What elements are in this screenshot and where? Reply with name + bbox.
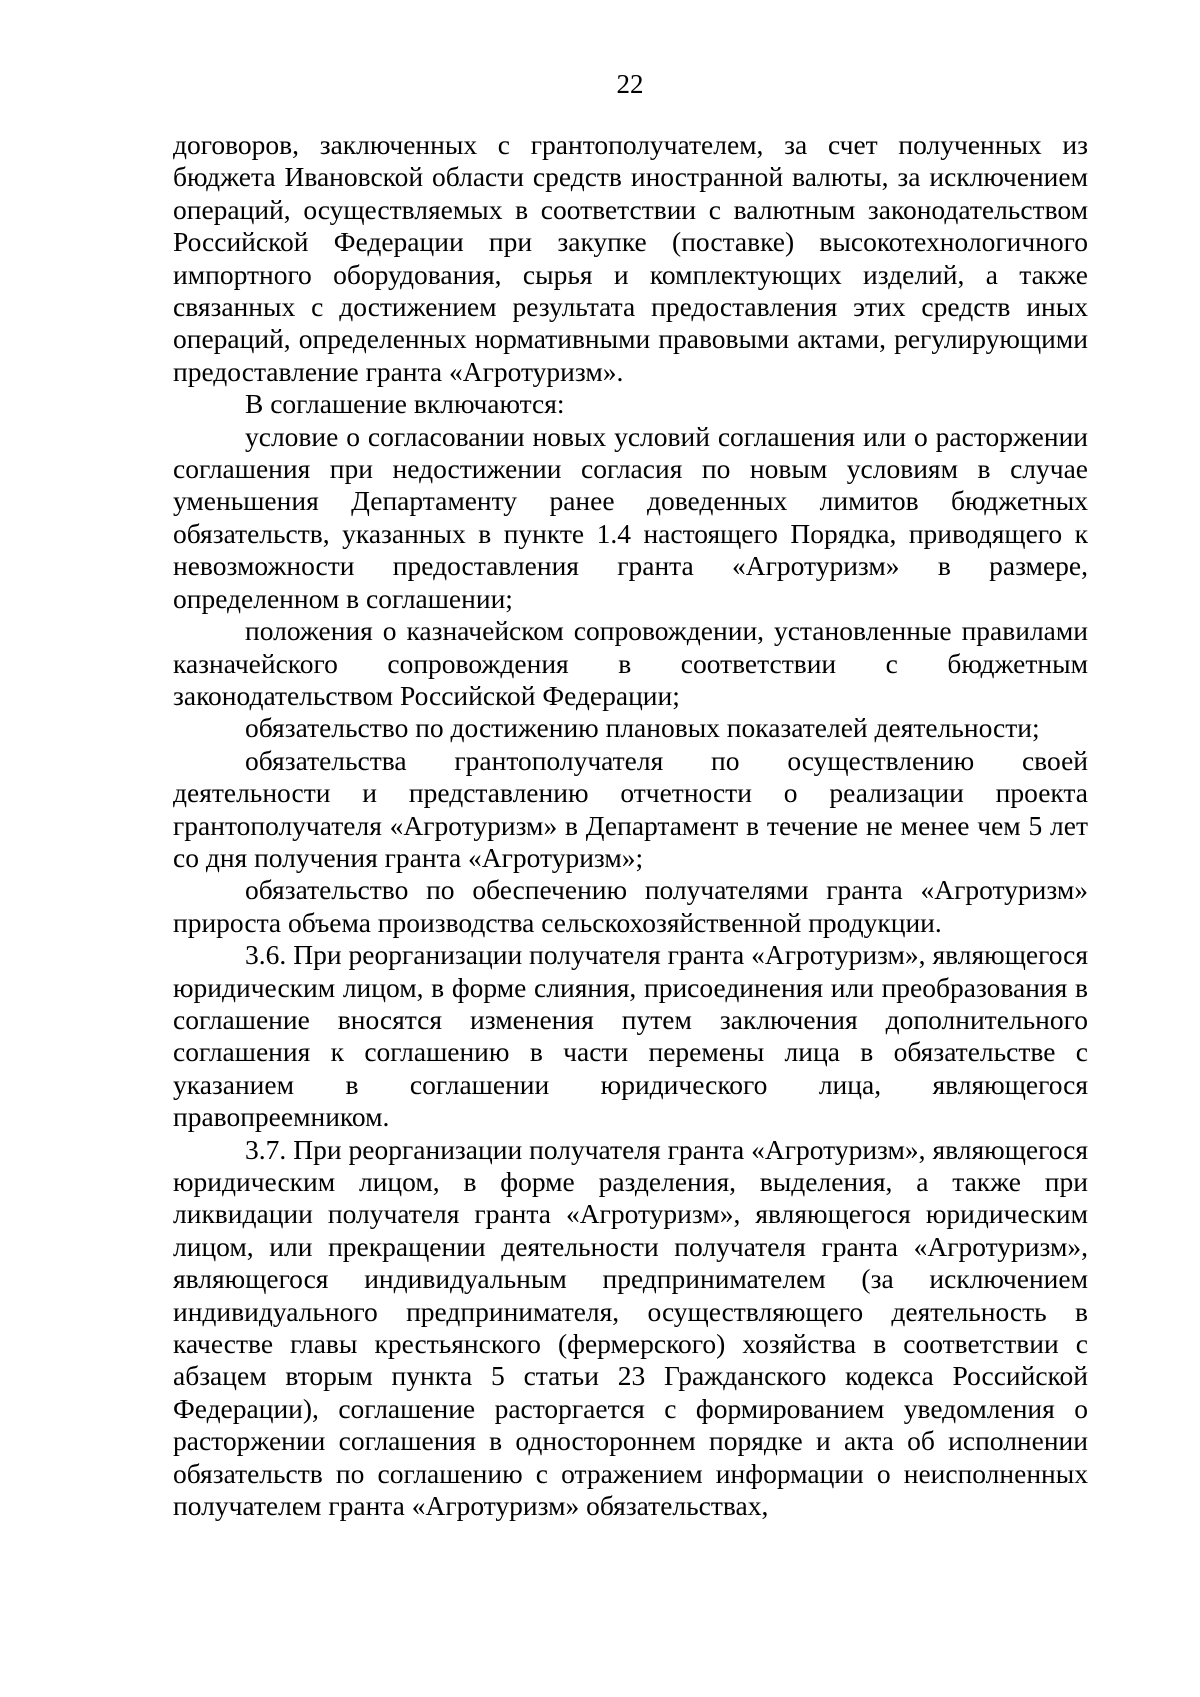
paragraph-planned-indicators: обязательство по достижению плановых показателей деятельности; xyxy=(245,712,1040,744)
document-body xyxy=(173,129,1088,1522)
paragraph-agreement-includes: В соглашение включаются: xyxy=(245,388,565,420)
paragraph-section-3-6: 3.6. При реорганизации получателя гранта «Агротуризм», являющегося юридическим лицом, в форме слияния, присоединения или преобразования в соглашение вносятся изменения путем заключения дополнительного соглашения к соглашению в части перемены лица в обязательстве с указанием в соглашении юридического лица, являющегося правопреемником. xyxy=(173,939,1088,1133)
paragraph-section-3-7: 3.7. При реорганизации получателя гранта «Агротуризм», являющегося юридическим лицом, в форме разделения, выделения, а также при ликвидации получателя гранта «Агротуризм», являющегося юридическим лицом, или прекращении деятельности получателя гранта «Агротуризм», являющегося индивидуальным предпринимателем (за исключением индивидуального предпринимателя, осуществляющего деятельность в качестве главы крестьянского (фермерского) хозяйства в соответствии с абзацем вторым пункта 5 статьи 23 Гражданского кодекса Российской Федерации), соглашение расторгается с формированием уведомления о расторжении соглашения в одностороннем порядке и акта об исполнении обязательств по соглашению с отражением информации о неисполненных получателем гранта «Агротуризм» обязательствах, xyxy=(173,1133,1088,1522)
paragraph-treasury-support: положения о казначейском сопровождении, установленные правилами казначейского сопровождения в соответствии с бюджетным законодательством Российской Федерации; xyxy=(173,615,1088,711)
paragraph-intro-continuation: договоров, заключенных с грантополучателем, за счет полученных из бюджета Ивановской области средств иностранной валюты, за исключением операций, осуществляемых в соответствии с валютным законодательством Российской Федерации при закупке (поставке) высокотехнологичного импортного оборудования, сырья и комплектующих изделий, а также связанных с достижением результата предоставления этих средств иных операций, определенных нормативными правовыми актами, регулирующими предоставление гранта «Агротуризм». xyxy=(173,129,1088,387)
paragraph-production-growth: обязательство по обеспечению получателями гранта «Агротуризм» прироста объема производства сельскохозяйственной продукции. xyxy=(173,874,1088,938)
paragraph-condition-new-terms: условие о согласовании новых условий соглашения или о расторжении соглашения при недостижении согласия по новым условиям в случае уменьшения Департаменту ранее доведенных лимитов бюджетных обязательств, указанных в пункте 1.4 настоящего Порядка, приводящего к невозможности предоставления гранта «Агротуризм» в размере, определенном в соглашении; xyxy=(173,420,1088,614)
page-number: 22 xyxy=(616,69,644,99)
paragraph-reporting-obligations: обязательства грантополучателя по осуществлению своей деятельности и представлению отчетности о реализации проекта грантополучателя «Агротуризм» в Департамент в течение не менее чем 5 лет со дня получения гранта «Агротуризм»; xyxy=(173,744,1088,873)
